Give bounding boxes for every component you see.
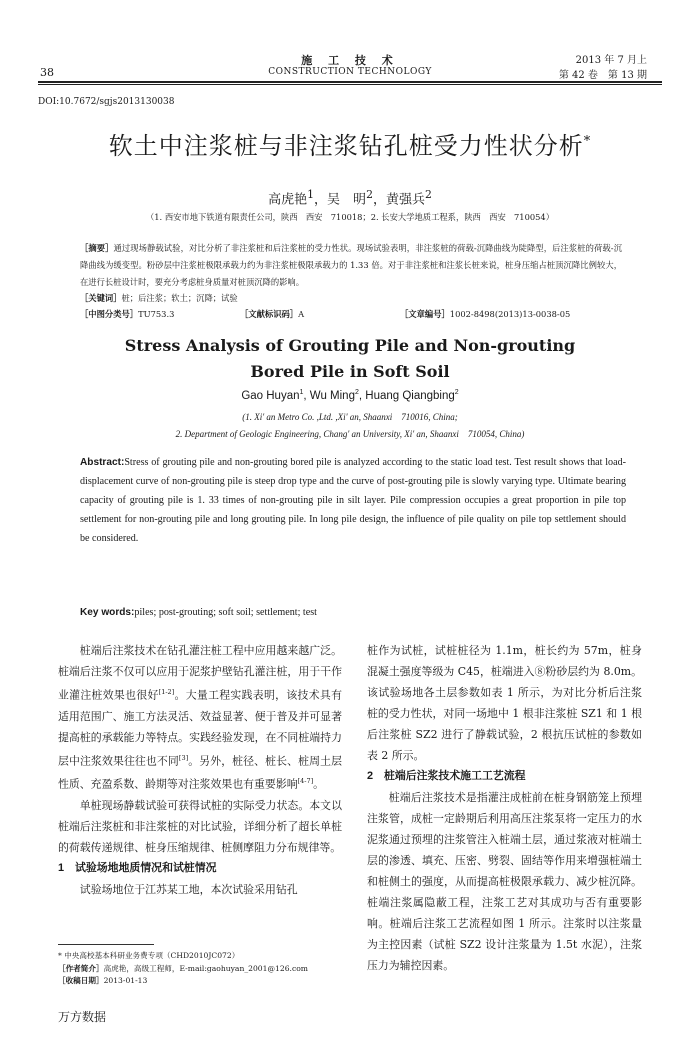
abstract-cn-text: 通过现场静载试验，对比分析了非注浆桩和后注浆桩的受力性状。现场试验表明，非注浆桩的荷载-沉降曲线为陡降型，后注浆桩的荷载-沉降曲线为缓变型。粉砂层中注浆桩极限承载力约为非注浆桩极限承载力的 1.33 倍。对于非注浆桩和注浆长桩来说，桩身压缩占桩顶沉降比例较大，在进行长桩设计时，要充分考虑桩身质量对桩顶沉降的影响。	[80, 243, 622, 287]
author-affil-sup: 1	[299, 389, 304, 396]
keywords-cn	[80, 290, 622, 307]
article-no-value: 1002-8498(2013)13-0038-05	[449, 309, 571, 319]
journal-title-en: CONSTRUCTION TECHNOLOGY	[268, 67, 432, 77]
journal-title-cn: 施 工 技 术	[301, 54, 399, 67]
affiliation-en-1: (1. Xi' an Metro Co. ,Ltd. ,Xi' an, Shaanxi 710016, China;	[242, 412, 458, 422]
fund-note: * 中央高校基本科研业务费专项（CHD2010JC072）	[58, 951, 240, 960]
author-affil-sup: 2	[424, 188, 432, 201]
author-note-text: 高虎艳，高级工程师，E-mail:gaohuyan_2001@126.com	[103, 963, 308, 973]
abstract-en	[80, 453, 626, 548]
author-en: Wu Ming	[309, 389, 355, 402]
issue-date: 2013 年 7 月上	[575, 55, 647, 66]
keywords-en	[80, 605, 626, 621]
abstract-en-text: Stress of grouting pile and non-grouting bored pile is analyzed according to the static load test. Test result shows that load-displacement curve of non-grouting pile is steep drop type and the curve of post-grouting pile is slowly varying type. Ultimate bearing capacity of grouting pile is 1. 33 times of non-grouting pile in silt layer. Pile compression occupies a great proportion in pile top settlement for non-grouting pile and long grouting pile. In long pile design, the influence of pile quality on pile top settlement should be considered.	[80, 457, 626, 544]
author-cn: 吴 明	[327, 192, 367, 208]
page-number: 38	[40, 66, 54, 79]
abstract-cn-label: ［摘要］	[80, 243, 114, 253]
header-rule-thick	[38, 81, 662, 83]
citation: [4-7]	[297, 777, 314, 786]
doc-code-value: A	[298, 309, 305, 319]
classification-line	[80, 306, 640, 323]
volume-issue: 第 42 卷 第 13 期	[558, 70, 647, 81]
clc-value: TU753.3	[138, 309, 175, 319]
body-paragraph: 桩端后注浆技术是指灌注成桩前在桩身钢筋笼上预埋注浆管，成桩一定龄期后利用高压注浆泵将一定压力的水泥浆通过预埋的注浆管注入桩端土层，通过浆液对桩端土层的渗透、填充、压密、劈裂、固结等作用来增强桩端土和桩侧土的强度，从而提高桩极限承载力、减少桩沉降。桩端注浆属隐蔽工程，注浆工艺对其成功与否有重要影响。桩端后注浆工艺流程如图 1 所示。注浆时以注浆量为主控因素（试桩 SZ2 设计注浆量为 1.5t 水泥），注浆压力为辅控因素。	[367, 791, 642, 972]
title-en	[0, 333, 700, 385]
author-en: Gao Huyan	[241, 389, 300, 402]
body-paragraph	[58, 640, 342, 795]
title-en-line: Bored Pile in Soft Soil	[250, 362, 450, 381]
author-cn: 高虎艳	[268, 192, 308, 208]
author-en: Huang Qiangbing	[365, 389, 455, 402]
author-affil-sup: 2	[366, 188, 373, 201]
citation: [1-2]	[158, 688, 175, 696]
received-note	[58, 975, 358, 988]
article-no-label: ［文章编号］	[400, 309, 450, 319]
abstract-cn	[80, 240, 622, 291]
body-text: 。大量工程实践表明，该技术具有适用范围广、施工方法灵活、效益显著、便于普及并可显著提高桩的承载能力等特点。实践经验发现，在不同桩端持力层中注浆效果往往也不同	[58, 688, 342, 768]
body-text: 。	[313, 777, 325, 791]
section-heading: 1 试验场地地质情况和试桩情况	[58, 861, 217, 874]
keywords-cn-label: ［关键词］	[80, 293, 122, 303]
affiliation-en-2: 2. Department of Geologic Engineering, Chang' an University, Xi' an, Shaanxi 710054, China)	[175, 429, 525, 439]
title-cn-text: 软土中注浆桩与非注浆钻孔桩受力性状分析	[108, 132, 584, 160]
author-affil-sup: 2	[454, 389, 459, 396]
footnotes	[58, 950, 358, 988]
author-affil-sup: 2	[354, 389, 359, 396]
clc-label: ［中图分类号］	[80, 309, 139, 319]
body-text: 桩端后注浆技术在钻孔灌注桩工程中应用越来越广泛。桩端后注浆不仅可以应用于泥浆护壁钻孔灌注桩，用于干作业灌注桩效果也很好	[58, 644, 342, 702]
body-column-left	[58, 640, 342, 900]
watermark: 万方数据	[58, 1010, 107, 1024]
title-fund-mark: *	[583, 134, 592, 149]
body-paragraph: 单桩现场静载试验可获得试桩的实际受力状态。本文以桩端后注浆桩和非注浆桩的对比试验，详细分析了超长单桩的荷载传递规律、桩身压缩规律、桩侧摩阻力分布规律等。	[58, 798, 342, 854]
citation: [3]	[178, 753, 189, 762]
affiliation-cn: （1. 西安市地下铁道有限责任公司，陕西 西安 710018；2. 长安大学地质工程系，陕西 西安 710054）	[145, 212, 555, 222]
authors-en: Gao Huyan$^1$, Wu Ming$^2$, Huang Qiangbing$^2$	[241, 389, 459, 402]
section-heading: 2 桩端后注浆技术施工工艺流程	[367, 770, 526, 782]
title-en-line: Stress Analysis of Grouting Pile and Non-grouting	[124, 336, 576, 355]
authors-cn: 高虎艳$^1$，吴 明$^2$，黄强兵$^2$	[268, 188, 432, 208]
header-rule-thin	[38, 84, 662, 85]
keywords-en-text: piles; post-grouting; soft soil; settlement; test	[134, 607, 317, 618]
author-affil-sup: 1	[307, 188, 315, 201]
body-paragraph: 桩作为试桩，试桩桩径为 1.1m，桩长约为 57m，桩身混凝土强度等级为 C45，桩端进入⑧粉砂层约为 8.0m。该试验场地各土层参数如表 1 所示，为对比分析后注浆桩的受力性状，对同一场地中 1 根非注浆桩 SZ1 和 1 根后注浆桩 SZ2 进行了静载试验，2 根抗压试桩的参数如表 2 所示。	[367, 644, 642, 762]
doi: DOI:10.7672/sgjs2013130038	[38, 97, 175, 107]
body-text: 。另外，桩径、桩长、桩周土层性质、充盈系数、龄期等对注浆效果也有重要影响	[58, 754, 342, 791]
author-cn: 黄强兵	[385, 192, 425, 208]
keywords-cn-text: 桩；后注浆；软土；沉降；试验	[121, 293, 238, 303]
received-note-text: 2013-01-13	[103, 976, 148, 985]
footnote-rule	[58, 944, 154, 945]
keywords-en-label: Key words:	[80, 607, 135, 618]
author-note-label: ［作者简介］	[58, 963, 104, 973]
body-paragraph: 试验场地位于江苏某工地，本次试验采用钻孔	[79, 882, 298, 896]
received-note-label: ［收稿日期］	[58, 976, 104, 985]
body-column-right	[367, 640, 642, 976]
abstract-en-label: Abstract:	[80, 457, 125, 468]
doc-code-label: ［文献标识码］	[240, 309, 299, 319]
author-note	[58, 963, 358, 976]
title-cn	[0, 126, 700, 161]
